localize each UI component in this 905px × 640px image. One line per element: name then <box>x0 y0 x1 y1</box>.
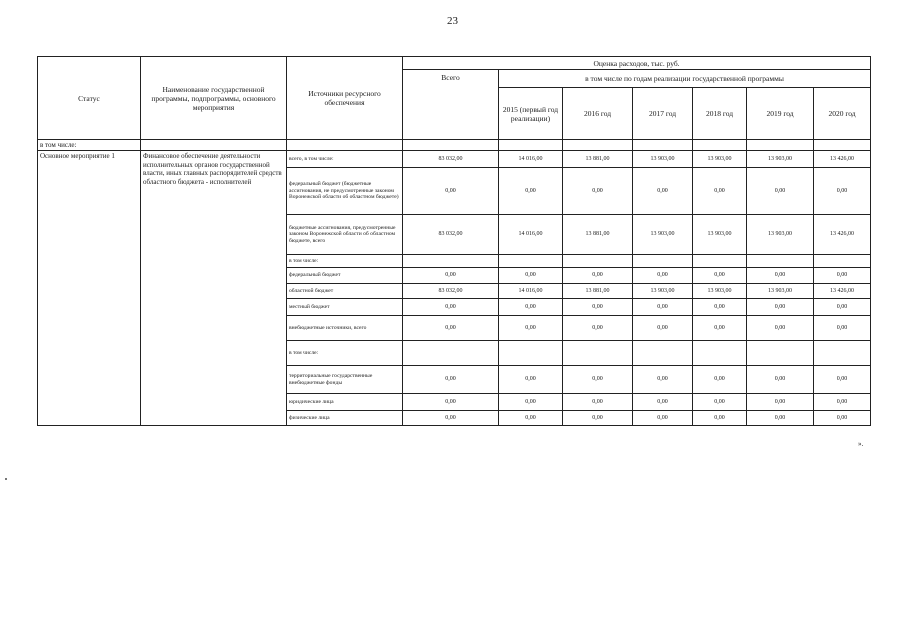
value-total: 0,00 <box>403 299 499 316</box>
empty-cell <box>499 140 563 151</box>
empty-cell <box>633 140 693 151</box>
value-2018: 0,00 <box>693 411 747 426</box>
value-total <box>403 255 499 268</box>
value-2017: 13 903,00 <box>633 151 693 168</box>
value-2015 <box>499 255 563 268</box>
continuation-mark: ». <box>858 440 864 448</box>
value-2016: 0,00 <box>563 299 633 316</box>
value-2018: 0,00 <box>693 168 747 215</box>
value-2018: 0,00 <box>693 268 747 284</box>
value-2015: 0,00 <box>499 168 563 215</box>
value-2016: 13 881,00 <box>563 215 633 255</box>
value-2020: 0,00 <box>814 366 871 394</box>
value-2017: 13 903,00 <box>633 284 693 299</box>
value-total: 0,00 <box>403 366 499 394</box>
empty-cell <box>403 140 499 151</box>
source-label: юридические лица <box>287 394 403 411</box>
empty-cell <box>563 140 633 151</box>
value-2015: 0,00 <box>499 394 563 411</box>
header-year-2015: 2015 (первый год реализации) <box>499 88 563 140</box>
source-label: федеральный бюджет (бюджетные ассигнования, не предусмотренные законом Воронежской области об областном бюджете) <box>287 168 403 215</box>
value-total: 0,00 <box>403 394 499 411</box>
value-2017: 0,00 <box>633 411 693 426</box>
value-2015: 0,00 <box>499 316 563 341</box>
value-2015 <box>499 341 563 366</box>
value-total: 83 032,00 <box>403 151 499 168</box>
value-total <box>403 341 499 366</box>
value-2016 <box>563 341 633 366</box>
header-sources: Источники ресурсного обеспечения <box>287 57 403 140</box>
header-year-2017: 2017 год <box>633 88 693 140</box>
value-2020: 13 426,00 <box>814 215 871 255</box>
value-2019: 0,00 <box>747 366 814 394</box>
source-label: местный бюджет <box>287 299 403 316</box>
value-2017: 13 903,00 <box>633 215 693 255</box>
value-2019: 0,00 <box>747 411 814 426</box>
budget-table <box>37 56 871 426</box>
value-2017: 0,00 <box>633 168 693 215</box>
value-2020: 0,00 <box>814 299 871 316</box>
value-2015: 14 016,00 <box>499 284 563 299</box>
status-value: Основное мероприятие 1 <box>38 151 141 426</box>
header-status: Статус <box>38 57 141 140</box>
value-2018: 0,00 <box>693 299 747 316</box>
value-2018: 0,00 <box>693 316 747 341</box>
source-label: в том числе: <box>287 341 403 366</box>
value-2016: 13 881,00 <box>563 151 633 168</box>
value-2016: 0,00 <box>563 394 633 411</box>
value-2018: 13 903,00 <box>693 215 747 255</box>
margin-dot <box>5 478 7 480</box>
value-2020: 0,00 <box>814 394 871 411</box>
value-2016: 13 881,00 <box>563 284 633 299</box>
header-name: Наименование государственной программы, подпрограммы, основного мероприятия <box>141 57 287 140</box>
source-label: внебюджетные источники, всего <box>287 316 403 341</box>
source-label: федеральный бюджет <box>287 268 403 284</box>
value-2015: 14 016,00 <box>499 151 563 168</box>
source-label: территориальные государственные внебюджетные фонды <box>287 366 403 394</box>
value-2017: 0,00 <box>633 316 693 341</box>
value-2019: 13 903,00 <box>747 284 814 299</box>
value-2020 <box>814 341 871 366</box>
value-total: 0,00 <box>403 411 499 426</box>
value-2016: 0,00 <box>563 168 633 215</box>
value-2017: 0,00 <box>633 394 693 411</box>
value-2015: 0,00 <box>499 366 563 394</box>
value-2019 <box>747 341 814 366</box>
value-2020: 13 426,00 <box>814 284 871 299</box>
header-by-years: в том числе по годам реализации государственной программы <box>499 70 871 88</box>
source-label: в том числе: <box>287 255 403 268</box>
source-label: физические лица <box>287 411 403 426</box>
page-number: 23 <box>447 15 458 27</box>
value-2015: 0,00 <box>499 411 563 426</box>
value-2019: 13 903,00 <box>747 215 814 255</box>
value-2020: 13 426,00 <box>814 151 871 168</box>
value-2017 <box>633 341 693 366</box>
table-row <box>38 151 871 168</box>
value-total: 0,00 <box>403 268 499 284</box>
value-2015: 14 016,00 <box>499 215 563 255</box>
value-total: 83 032,00 <box>403 284 499 299</box>
source-label: всего, в том числе: <box>287 151 403 168</box>
empty-cell <box>814 140 871 151</box>
value-2019: 13 903,00 <box>747 151 814 168</box>
value-2016: 0,00 <box>563 411 633 426</box>
value-2018: 13 903,00 <box>693 284 747 299</box>
value-2019: 0,00 <box>747 168 814 215</box>
value-2020: 0,00 <box>814 316 871 341</box>
value-total: 0,00 <box>403 316 499 341</box>
source-label: бюджетные ассигнования, предусмотренные законом Воронежской области об областном бюджете, всего <box>287 215 403 255</box>
value-2017 <box>633 255 693 268</box>
value-2015: 0,00 <box>499 268 563 284</box>
value-2020: 0,00 <box>814 411 871 426</box>
value-2020: 0,00 <box>814 268 871 284</box>
value-2020: 0,00 <box>814 168 871 215</box>
value-2016: 0,00 <box>563 268 633 284</box>
value-2016: 0,00 <box>563 366 633 394</box>
activity-name: Финансовое обеспечение деятельности исполнительных органов государственной власти, иных главных распорядителей средств областного бюджета - исполнителей <box>141 151 287 426</box>
value-total: 83 032,00 <box>403 215 499 255</box>
value-2019: 0,00 <box>747 268 814 284</box>
section-label: в том числе: <box>38 140 141 151</box>
value-2018: 13 903,00 <box>693 151 747 168</box>
value-2018 <box>693 255 747 268</box>
value-2019: 0,00 <box>747 394 814 411</box>
header-year-2016: 2016 год <box>563 88 633 140</box>
source-label: областной бюджет <box>287 284 403 299</box>
value-2017: 0,00 <box>633 268 693 284</box>
empty-cell <box>747 140 814 151</box>
value-2017: 0,00 <box>633 366 693 394</box>
header-total: Всего <box>403 70 499 140</box>
header-year-2020: 2020 год <box>814 88 871 140</box>
value-2019: 0,00 <box>747 316 814 341</box>
empty-cell <box>141 140 287 151</box>
value-2016 <box>563 255 633 268</box>
empty-cell <box>693 140 747 151</box>
value-2020 <box>814 255 871 268</box>
value-2018: 0,00 <box>693 366 747 394</box>
value-2018 <box>693 341 747 366</box>
header-year-2019: 2019 год <box>747 88 814 140</box>
value-2018: 0,00 <box>693 394 747 411</box>
value-2019: 0,00 <box>747 299 814 316</box>
header-estimate: Оценка расходов, тыс. руб. <box>403 57 871 70</box>
value-2019 <box>747 255 814 268</box>
value-2015: 0,00 <box>499 299 563 316</box>
value-total: 0,00 <box>403 168 499 215</box>
empty-cell <box>287 140 403 151</box>
header-year-2018: 2018 год <box>693 88 747 140</box>
value-2017: 0,00 <box>633 299 693 316</box>
value-2016: 0,00 <box>563 316 633 341</box>
